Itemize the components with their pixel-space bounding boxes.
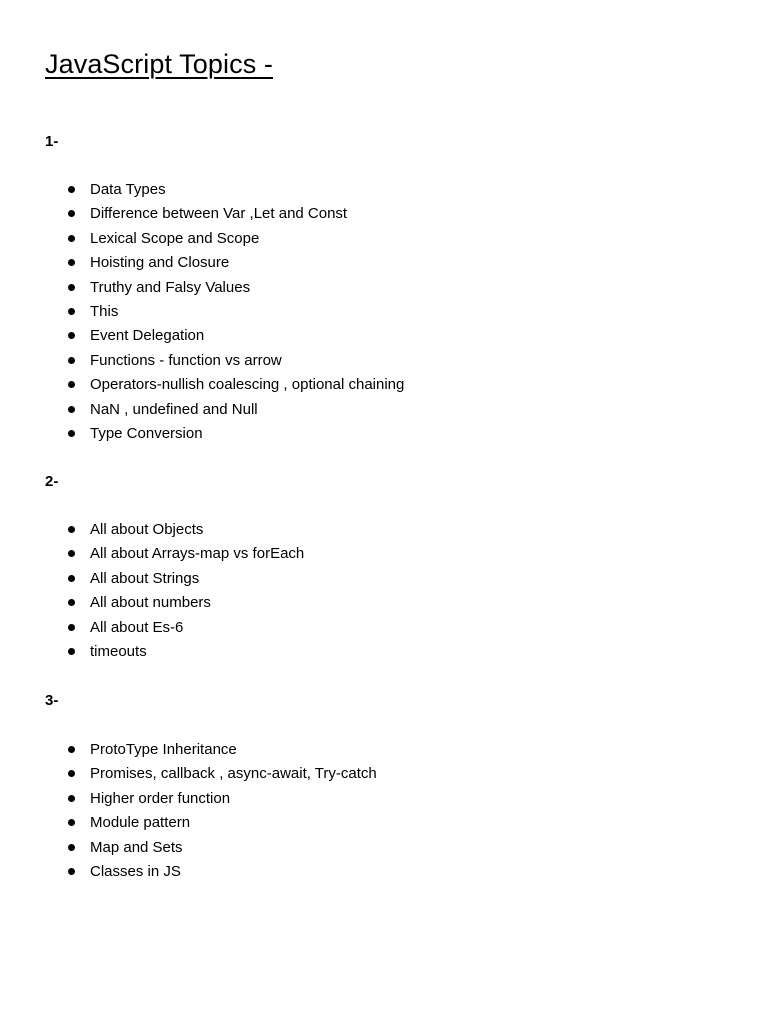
list-item (0, 838, 377, 862)
bullet-icon (68, 357, 75, 364)
list-item (0, 400, 404, 424)
bullet-icon (68, 332, 75, 339)
section-3-list (0, 740, 377, 886)
bullet-icon (68, 770, 75, 777)
bullet-icon (68, 284, 75, 291)
list-item-label: All about Es-6 (90, 618, 184, 636)
list-item-label: Event Delegation (90, 327, 205, 345)
list-item (0, 764, 377, 788)
bullet-icon (68, 844, 75, 851)
list-item-label: Difference between Var ,Let and Const (90, 205, 348, 223)
list-item (0, 326, 404, 350)
list-item-label: Data Types (90, 181, 166, 198)
list-item-label: All about Objects (90, 521, 204, 538)
section-3-heading: 3- (45, 692, 59, 709)
section-2-list (0, 520, 304, 666)
list-item-label: All about Strings (90, 569, 200, 587)
list-item-label: Truthy and Falsy Values (90, 278, 251, 296)
bullet-icon (68, 186, 75, 193)
list-item-label: Operators-nullish coalescing , optional chaining (90, 376, 405, 394)
bullet-icon (68, 575, 75, 582)
list-item (0, 618, 304, 642)
list-item (0, 569, 304, 593)
list-item (0, 375, 404, 399)
list-item (0, 204, 404, 228)
bullet-icon (68, 819, 75, 826)
list-item (0, 740, 377, 764)
bullet-icon (68, 795, 75, 802)
bullet-icon (68, 599, 75, 606)
list-item (0, 544, 304, 568)
list-item (0, 813, 377, 837)
list-item-label: timeouts (90, 642, 147, 660)
list-item (0, 278, 404, 302)
list-item-label: All about numbers (90, 594, 211, 612)
bullet-icon (68, 308, 75, 315)
section-2-heading: 2- (45, 473, 59, 490)
list-item (0, 789, 377, 813)
bullet-icon (68, 406, 75, 413)
list-item (0, 424, 404, 448)
bullet-icon (68, 746, 75, 753)
list-item (0, 229, 404, 253)
list-item-label: Higher order function (90, 789, 231, 807)
list-item-label: Classes in JS (90, 862, 181, 880)
list-item-label: NaN , undefined and Null (90, 400, 258, 418)
list-item (0, 180, 404, 204)
list-item-label: This (90, 302, 119, 320)
list-item-label: ProtoType Inheritance (90, 741, 237, 758)
section-1-heading: 1- (45, 133, 59, 150)
bullet-icon (68, 550, 75, 557)
list-item (0, 862, 377, 886)
list-item (0, 642, 304, 666)
bullet-icon (68, 624, 75, 631)
list-item-label: Functions - function vs arrow (90, 351, 282, 369)
list-item (0, 351, 404, 375)
section-1-list (0, 180, 404, 448)
list-item-label: Map and Sets (90, 838, 183, 856)
list-item-label: Promises, callback , async-await, Try-catch (90, 765, 377, 783)
list-item-label: Hoisting and Closure (90, 254, 230, 272)
bullet-icon (68, 648, 75, 655)
list-item (0, 302, 404, 326)
bullet-icon (68, 430, 75, 437)
page-title: JavaScript Topics - (45, 49, 273, 79)
list-item (0, 520, 304, 544)
bullet-icon (68, 210, 75, 217)
list-item (0, 593, 304, 617)
bullet-icon (68, 526, 75, 533)
bullet-icon (68, 868, 75, 875)
list-item-label: Type Conversion (90, 424, 203, 442)
list-item-label: Lexical Scope and Scope (90, 229, 260, 247)
bullet-icon (68, 381, 75, 388)
list-item (0, 253, 404, 277)
bullet-icon (68, 235, 75, 242)
list-item-label: All about Arrays-map vs forEach (90, 545, 305, 563)
bullet-icon (68, 259, 75, 266)
list-item-label: Module pattern (90, 814, 191, 832)
